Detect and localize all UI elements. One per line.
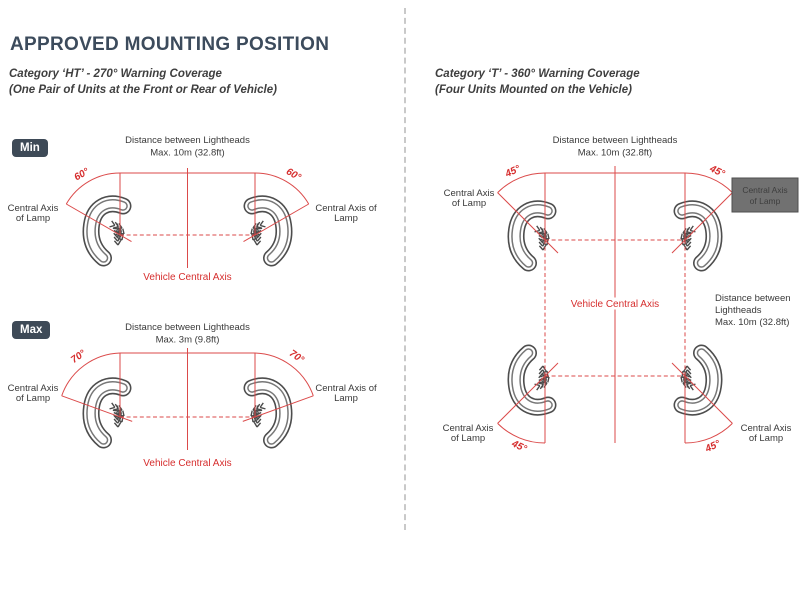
distance-label-side-line2: Lightheads xyxy=(715,305,762,316)
angle-arc-bottom-right xyxy=(685,423,732,443)
lamp-unit-top-left xyxy=(516,209,551,263)
distance-label-top-line1: Distance between Lightheads xyxy=(552,135,678,146)
central-axis-label-bottom-right-line1: Central Axis xyxy=(740,423,792,434)
central-axis-label-top-right-line2: of Lamp xyxy=(749,196,781,206)
distance-label-line2: Max. 10m (32.8ft) xyxy=(150,147,225,159)
lamp-axis-line-top-left xyxy=(498,193,558,253)
vehicle-central-axis-label: Vehicle Central Axis xyxy=(570,299,660,310)
angle-label-right: 60° xyxy=(283,166,303,184)
central-axis-label-bottom-right-line2: of Lamp xyxy=(748,433,784,444)
category-ht-heading-line2: (One Pair of Units at the Front or Rear of Vehicle) xyxy=(9,84,277,96)
distance-label-side-line1: Distance between xyxy=(715,293,791,304)
category-t-heading-line1: Category ‘T’ - 360° Warning Coverage xyxy=(435,68,640,80)
lamp-unit-right xyxy=(249,204,284,258)
central-axis-label-left-line2: of Lamp xyxy=(15,213,51,224)
central-axis-label-bottom-left-line2: of Lamp xyxy=(450,433,486,444)
angle-label-left: 70° xyxy=(69,348,88,366)
angle-arc-top-left xyxy=(498,173,545,193)
highlight-box xyxy=(732,178,798,212)
category-ht-heading-line1: Category ‘HT’ - 270° Warning Coverage xyxy=(9,68,222,80)
category-t-heading xyxy=(435,66,640,98)
central-axis-label-left-line1: Central Axis xyxy=(7,383,59,394)
angle-label-bottom-right: 45° xyxy=(703,438,723,455)
distance-label-line2: Max. 3m (9.8ft) xyxy=(155,334,220,346)
angle-label-bottom-left: 45° xyxy=(509,438,529,455)
central-axis-label-right-line1: Central Axis of xyxy=(315,203,377,214)
distance-label-line1: Distance between Lightheads xyxy=(125,322,250,333)
min-badge: Min xyxy=(12,139,48,157)
lamp-unit-bottom-right xyxy=(679,353,714,407)
category-ht-heading xyxy=(9,66,277,98)
central-axis-label-left-line1: Central Axis xyxy=(7,203,59,214)
central-axis-label-top-left-line1: Central Axis xyxy=(443,188,495,199)
category-t-heading-line2: (Four Units Mounted on the Vehicle) xyxy=(435,84,632,96)
central-axis-label-top-right-line1: Central Axis xyxy=(742,185,788,195)
distance-label-side-line3: Max. 10m (32.8ft) xyxy=(715,317,790,328)
category-t-diagram xyxy=(430,130,800,464)
distance-label-line1: Distance between Lightheads xyxy=(125,135,250,146)
max-diagram xyxy=(0,310,405,480)
angle-label-top-right: 45° xyxy=(707,163,727,180)
central-axis-label-left-line2: of Lamp xyxy=(15,393,51,404)
central-axis-label-bottom-left-line1: Central Axis xyxy=(442,423,494,434)
lamp-axis-line-top-right xyxy=(672,193,732,253)
vehicle-central-axis-label: Vehicle Central Axis xyxy=(143,458,232,469)
angle-arc-top-right xyxy=(685,173,732,193)
page-title: APPROVED MOUNTING POSITION xyxy=(10,34,330,55)
central-axis-label-top-left-line2: of Lamp xyxy=(451,198,487,209)
central-axis-label-right-line2: Lamp xyxy=(334,213,358,224)
angle-label-left: 60° xyxy=(72,166,92,184)
angle-label-top-left: 45° xyxy=(503,163,523,180)
angle-arc-bottom-left xyxy=(498,423,545,443)
max-badge: Max xyxy=(12,321,50,339)
distance-label-top-line2: Max. 10m (32.8ft) xyxy=(577,147,653,159)
lamp-unit-top-right xyxy=(679,209,714,263)
lamp-unit-left xyxy=(91,204,126,258)
lamp-unit-bottom-left xyxy=(516,353,551,407)
lamp-axis-line-bottom-right xyxy=(672,363,732,423)
vehicle-central-axis-label: Vehicle Central Axis xyxy=(143,272,232,283)
central-axis-label-right-line2: Lamp xyxy=(334,393,358,404)
min-diagram xyxy=(0,130,405,295)
lamp-axis-line-bottom-left xyxy=(498,363,558,423)
central-axis-label-right-line1: Central Axis of xyxy=(315,383,377,394)
angle-label-right: 70° xyxy=(287,348,306,366)
